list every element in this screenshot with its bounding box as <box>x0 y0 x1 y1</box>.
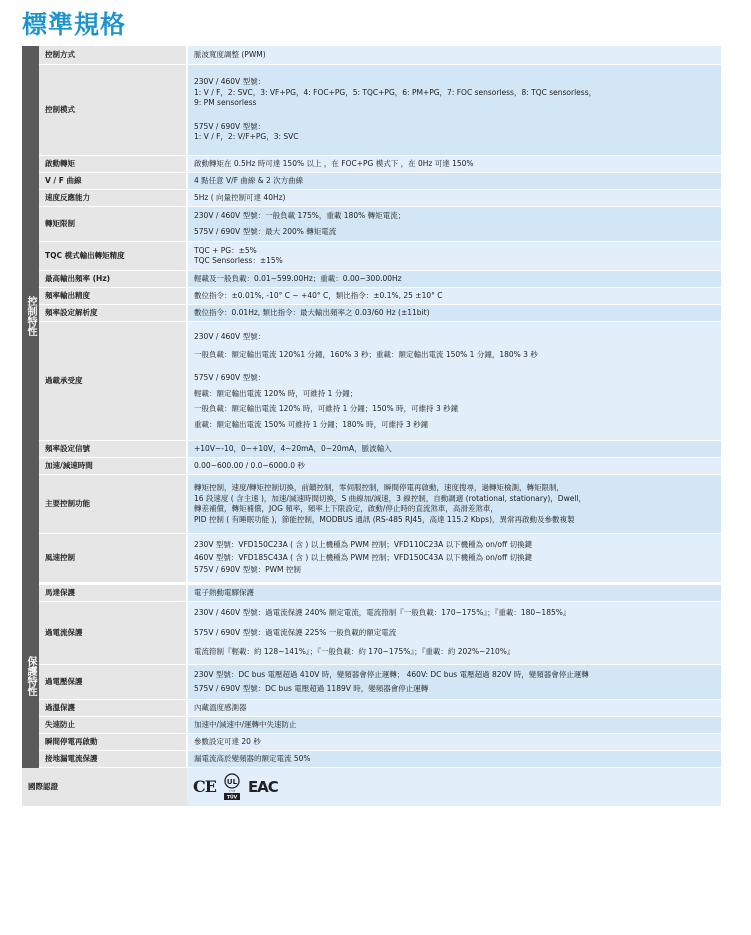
spec-row <box>22 65 721 156</box>
spec-label: 控制模式 <box>39 65 187 156</box>
spec-value: 參數設定可達 20 秒 <box>187 734 721 751</box>
spec-label: 頻率輸出精度 <box>39 288 187 305</box>
spec-value: 230V / 460V 型號：一般負載 175%，重載 180% 轉矩電流； 575V / 690V 型號：最大 200% 轉矩電流 <box>187 207 721 242</box>
tuv-mark-text: TÜV <box>226 795 238 801</box>
spec-value: 0.00~600.00 / 0.0~6000.0 秒 <box>187 458 721 475</box>
spec-value: 啟動轉矩在 0.5Hz 時可達 150% 以上 ，在 FOC+PG 模式下 ，在 0Hz 可達 150% <box>187 156 721 173</box>
category-control <box>22 46 39 585</box>
spec-value: 4 點任意 V/F 曲線 & 2 次方曲線 <box>187 173 721 190</box>
spec-row <box>22 751 721 768</box>
spec-label: 頻率設定解析度 <box>39 305 187 322</box>
spec-row <box>22 475 721 534</box>
spec-value: 230V / 460V 型號： 一般負載：額定輸出電流 120%1 分鐘，160% 3 秒；重載：額定輸出電流 150% 1 分鐘，180% 3 秒 575V / 690V 型號： 輕載：額定輸出電流 120% 時，可維持 1 分鐘； 一般負載：額定輸出電流 120% 時，可維持 1 分鐘；150% 時，可維持 3 秒鐘 重載：額定輸出電流 150% 可維持 1 分鐘；180% 時，可維持 3 秒鐘 <box>187 322 721 441</box>
spec-row <box>22 534 721 583</box>
spec-label: 啟動轉矩 <box>39 156 187 173</box>
category-protection <box>22 585 39 768</box>
spec-label: 過載承受度 <box>39 322 187 441</box>
spec-row <box>22 441 721 458</box>
spec-label: 速度反應能力 <box>39 190 187 207</box>
ce-mark-icon: CE <box>193 776 216 796</box>
spec-value: 內藏溫度感測器 <box>187 700 721 717</box>
spec-row <box>22 288 721 305</box>
spec-value: 230V 型號：VFD150C23A ( 含 ) 以上機種為 PWM 控制；VFD110C23A 以下機種為 on/off 切換鍵 460V 型號：VFD185C43A ( 含 ) 以上機種為 PWM 控制；VFD150C43A 以下機種為 on/off 切換鍵 575V / 690V 型號：PWM 控制 <box>187 534 721 583</box>
certification-label: 國際認證 <box>22 768 187 807</box>
ul-mark-subtext: c us <box>228 788 235 793</box>
spec-label: TQC 模式輸出轉矩精度 <box>39 242 187 271</box>
spec-table <box>22 46 721 807</box>
spec-value: +10V~-10，0~+10V，4~20mA，0~20mA，脈波輸入 <box>187 441 721 458</box>
spec-label: 過溫保護 <box>39 700 187 717</box>
spec-row <box>22 173 721 190</box>
spec-row <box>22 458 721 475</box>
spec-label: 過電壓保護 <box>39 665 187 700</box>
spec-row <box>22 305 721 322</box>
spec-label: 接地漏電流保護 <box>39 751 187 768</box>
spec-label: 加速/減速時間 <box>39 458 187 475</box>
spec-value: 輕載及一般負載：0.01~599.00Hz；重載：0.00~300.00Hz <box>187 271 721 288</box>
spec-value: 電子熱動電驛保護 <box>187 585 721 602</box>
spec-label: 頻率設定信號 <box>39 441 187 458</box>
spec-row <box>22 734 721 751</box>
ul-mark-text: UL <box>226 778 238 786</box>
spec-label: 瞬間停電再啟動 <box>39 734 187 751</box>
spec-row <box>22 665 721 700</box>
category-protection-label: 保護特性 <box>25 656 36 697</box>
spec-value: 轉矩控制，速度/轉矩控制切換，前饋控制，零伺服控制，瞬間停電再啟動，速度搜尋，過轉矩檢測，轉矩限制， 16 段速度 ( 含主速 )，加速/減速時間切換，S 曲線加/減速，3 線控制，自動調適 (rotational, stationary)，Dwell， 轉差補償，轉矩補償，JOG 頻率，頻率上下限設定，啟動/停止時的直流煞車，高滑差煞車， PID 控制 ( 有睡眠功能 )，節能控制，MODBUS 通訊 (RS-485 RJ45，高達 115.2 Kbps)，異常再啟動及參數複製 <box>187 475 721 534</box>
spec-row <box>22 156 721 173</box>
spec-value: 數位指令：±0.01%, -10° C ~ +40° C，類比指令：±0.1%, 25 ±10° C <box>187 288 721 305</box>
spec-label: 最高輸出頻率 (Hz) <box>39 271 187 288</box>
spec-row <box>22 46 721 65</box>
spec-row <box>22 602 721 665</box>
ul-tuv-mark-icon <box>222 773 242 801</box>
page-title: 標準規格 <box>22 10 127 39</box>
spec-label: 主要控制功能 <box>39 475 187 534</box>
spec-label: 轉矩限制 <box>39 207 187 242</box>
spec-label: 過電流保護 <box>39 602 187 665</box>
spec-row <box>22 271 721 288</box>
spec-label: 馬達保護 <box>39 585 187 602</box>
spec-label: 風速控制 <box>39 534 187 583</box>
spec-value: 數位指令：0.01Hz, 類比指令：最大輸出頻率之 0.03/60 Hz (±11bit) <box>187 305 721 322</box>
spec-value: 230V 型號：DC bus 電壓超過 410V 時，變頻器會停止運轉； 460V: DC bus 電壓超過 820V 時，變頻器會停止運轉 575V / 690V 型號：DC bus 電壓超過 1189V 時，變頻器會停止運轉 <box>187 665 721 700</box>
certification-marks <box>187 768 721 807</box>
spec-row <box>22 207 721 242</box>
spec-value: 5Hz ( 向量控制可達 40Hz) <box>187 190 721 207</box>
spec-value: 230V / 460V 型號： 1: V / F，2: SVC，3: VF+PG，4: FOC+PG，5: TQC+PG，6: PM+PG，7: FOC sensorless，8: TQC sensorless， 9: PM sensorless 575V / 690V 型號： 1: V / F，2: V/F+PG，3: SVC <box>187 65 721 156</box>
certification-row <box>22 768 721 807</box>
spec-row <box>22 585 721 602</box>
eac-mark-icon: EAC <box>247 777 278 796</box>
spec-value: 230V / 460V 型號：過電流保護 240% 額定電流，電流箝制『一般負載：170~175%』；『重載：180~185%』 575V / 690V 型號：過電流保護 225% 一般負載的額定電流 電流箝制『輕載：約 128~141%』；『一般負載：約 170~175%』；『重載：約 202%~210%』 <box>187 602 721 665</box>
spec-value: 加速中/減速中/運轉中失速防止 <box>187 717 721 734</box>
spec-row <box>22 717 721 734</box>
spec-label: V / F 曲線 <box>39 173 187 190</box>
spec-row <box>22 700 721 717</box>
spec-row <box>22 190 721 207</box>
spec-value: 脈波寬度調整 (PWM) <box>187 46 721 65</box>
spec-label: 控制方式 <box>39 46 187 65</box>
spec-value: 漏電流高於變頻器的額定電流 50% <box>187 751 721 768</box>
spec-row <box>22 242 721 271</box>
spec-value: TQC + PG：±5% TQC Sensorless：±15% <box>187 242 721 271</box>
spec-label: 失速防止 <box>39 717 187 734</box>
spec-row <box>22 322 721 441</box>
category-control-label: 控制特性 <box>25 295 36 336</box>
